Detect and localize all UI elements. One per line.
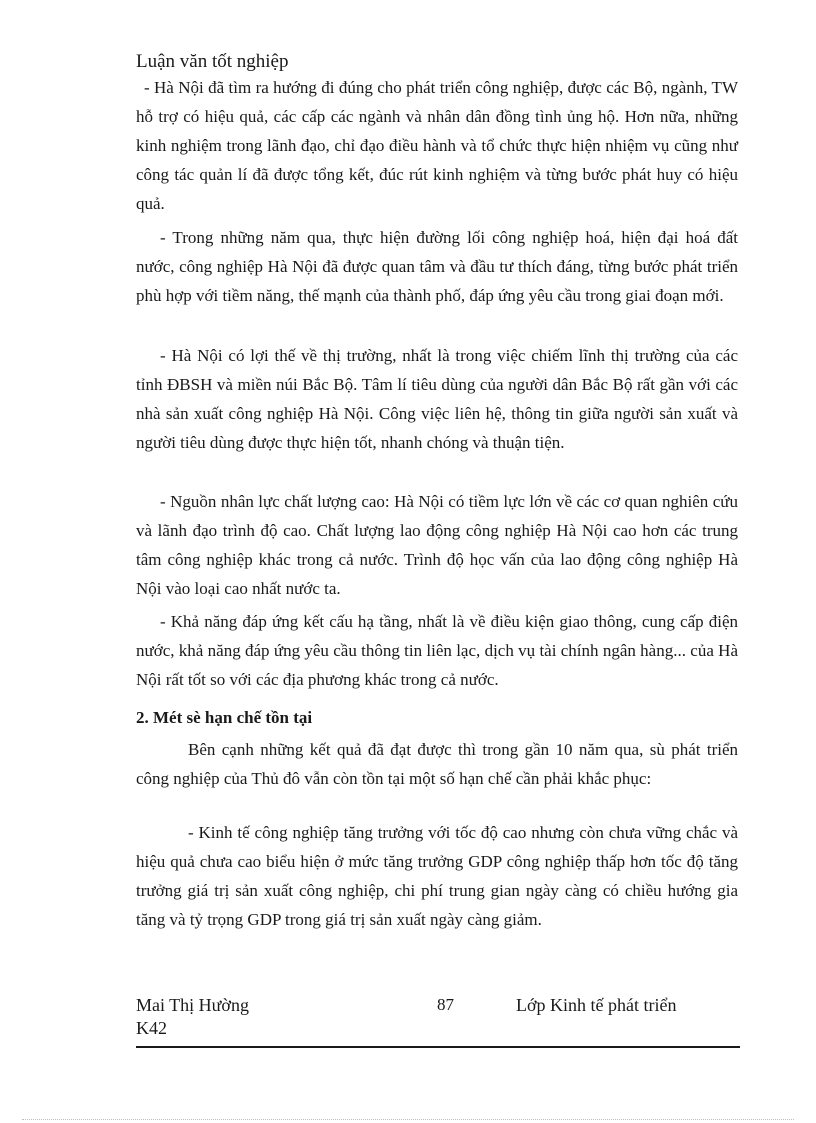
page-bottom-border (22, 1119, 794, 1120)
page-header-title: Luận văn tốt nghiệp (136, 51, 289, 72)
paragraph-limitations-intro: Bên cạnh những kết quả đã đạt được thì trong gần 10 năm qua, sù phát triển công nghiệp của Thủ đô vẫn còn tồn tại một số hạn chế cần phải khắc phục: (136, 740, 738, 788)
footer-author: Mai Thị Hường K42 (136, 995, 249, 1038)
footer-class-name: Lớp Kinh tế phát triển (516, 995, 677, 1015)
section-heading: 2. Mét sè hạn chế tồn tại (136, 708, 313, 727)
paragraph-direction: - Hà Nội đã tìm ra hướng đi đúng cho phát triển công nghiệp, được các Bộ, ngành, TW hỗ trợ có hiệu quả, các cấp các ngành và nhân dân đồng tình ủng hộ. Hơn nữa, những kinh nghiệm trong lãnh đạo, chỉ đạo điều hành và tổ chức thực hiện nhiệm vụ cũng như công tác quản lí đã được tổng kết, đúc rút kinh nghiệm và từng bước phát huy có hiệu quả. (136, 78, 738, 213)
footer-page-number: 87 (437, 995, 454, 1014)
footer-divider (136, 1046, 740, 1048)
paragraph-human-resources: - Nguồn nhân lực chất lượng cao: Hà Nội có tiềm lực lớn về các cơ quan nghiên cứu và lãnh đạo trình độ cao. Chất lượng lao động công nghiệp Hà Nội cao hơn các trung tâm công nghiệp khác trong cả nước. Trình độ học vấn của lao động công nghiệp Hà Nội vào loại cao nhất nước ta. (136, 492, 738, 598)
paragraph-growth-limitation: - Kinh tế công nghiệp tăng trưởng với tốc độ cao nhưng còn chưa vững chắc và hiệu quả chưa cao biểu hiện ở mức tăng trưởng GDP công nghiệp thấp hơn tốc độ tăng trưởng giá trị sản xuất công nghiệp, chi phí trung gian ngày càng có chiều hướng gia tăng và tỷ trọng GDP trong giá trị sản xuất ngày càng giảm. (136, 823, 738, 929)
paragraph-industrialization: - Trong những năm qua, thực hiện đường lối công nghiệp hoá, hiện đại hoá đất nước, công nghiệp Hà Nội đã được quan tâm và đầu tư thích đáng, từng bước phát triển phù hợp với tiềm năng, thế mạnh của thành phố, đáp ứng yêu cầu trong giai đoạn mới. (136, 228, 738, 305)
paragraph-market-advantage: - Hà Nội có lợi thế về thị trường, nhất là trong việc chiếm lĩnh thị trường của các tỉnh ĐBSH và miền núi Bắc Bộ. Tâm lí tiêu dùng của người dân Bắc Bộ rất gần với các nhà sản xuất công nghiệp Hà Nội. Công việc liên hệ, thông tin giữa người sản xuất và người tiêu dùng được thực hiện tốt, nhanh chóng và thuận tiện. (136, 346, 738, 452)
paragraph-infrastructure: - Khả năng đáp ứng kết cấu hạ tầng, nhất là về điều kiện giao thông, cung cấp điện nước, khả năng đáp ứng yêu cầu thông tin liên lạc, dịch vụ tài chính ngân hàng... của Hà Nội rất tốt so với các địa phương khác trong cả nước. (136, 612, 738, 689)
